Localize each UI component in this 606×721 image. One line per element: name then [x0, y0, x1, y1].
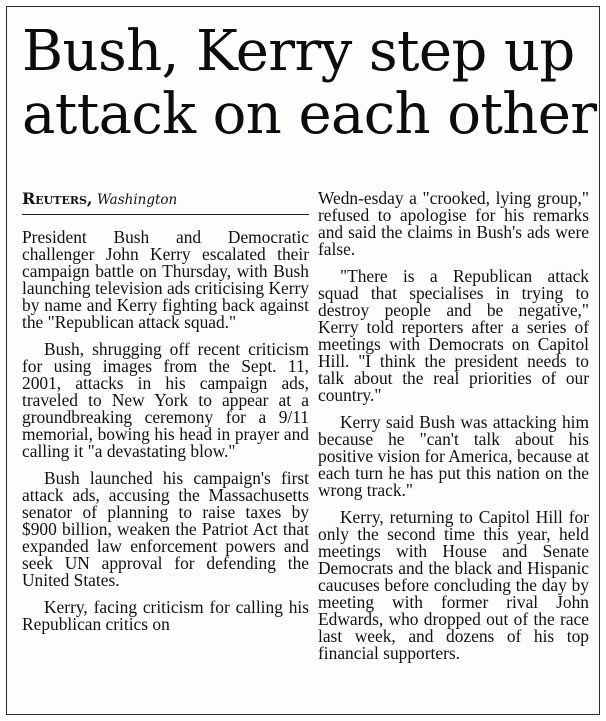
paragraph: Kerry, returning to Capitol Hill for only the second time this year, held meetings with House and Senate Democrats and the black and Hispanic caucuses before concluding the day by meeting with former rival John Edwards, who dropped out of the race last week, and dozens of his top financial supporters.: [318, 507, 589, 663]
article-column-1: [22, 229, 309, 643]
headline-line-1: Bush, Kerry step up: [22, 19, 575, 84]
paragraph: President Bush and Democratic challenger John Kerry escalated their campaign battle on Thursday, with Bush launching television ads criticising Kerry by name and Kerry fighting back against the "Republican attack squad.": [22, 227, 309, 332]
headline: [22, 19, 597, 147]
headline-line-2: attack on each other: [22, 82, 597, 147]
paragraph: Kerry said Bush was attacking him because he "can't talk about his positive vision for America, because at each turn he has put this nation on the wrong track.": [318, 412, 589, 500]
paragraph: "There is a Republican attack squad that specialises in trying to destroy people and be negative," Kerry told reporters after a series of meetings with Democrats on Capitol Hill. "I think the president needs to talk about the real priorities of our country.": [318, 266, 589, 405]
paragraph: Wedn-esday a "crooked, lying group," refused to apologise for his remarks and said the claims in Bush's ads were false.: [318, 188, 589, 259]
paragraph: Bush, shrugging off recent criticism for using images from the Sept. 11, 2001, attacks in his campaign ads, traveled to New York to appear at a groundbreaking ceremony for a 9/11 memorial, bowing his head in prayer and calling it "a devastating blow.": [22, 339, 309, 461]
byline-agency: Reuters,: [22, 189, 93, 208]
article-column-2: [318, 190, 589, 672]
byline-location: Washington: [96, 192, 178, 208]
byline: [22, 190, 309, 215]
paragraph: Bush launched his campaign's first attack ads, accusing the Massachusetts senator of planning to raise taxes by $900 billion, weaken the Patriot Act that expanded law enforcement powers and seek UN approval for defending the United States.: [22, 468, 309, 590]
paragraph: Kerry, facing criticism for calling his Republican critics on: [22, 597, 309, 634]
